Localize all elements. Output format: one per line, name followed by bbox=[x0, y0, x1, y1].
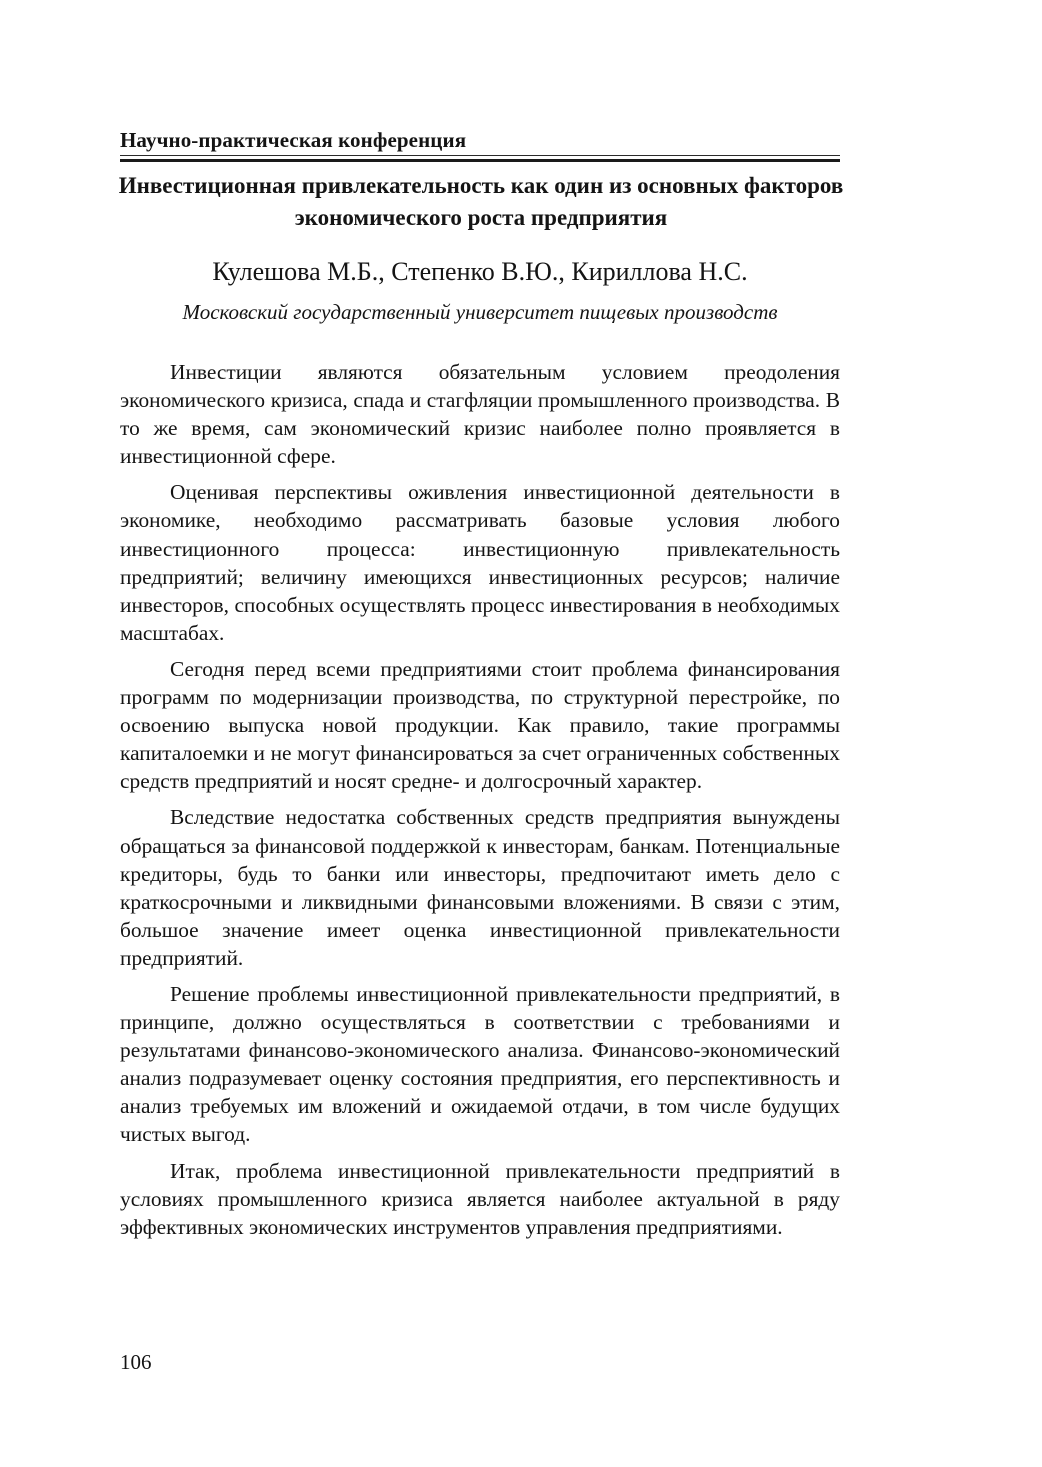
paragraph-4: Вследствие недостатка собственных средств предприятия вынуждены обращаться за финансовой поддержкой к инвесторам, банкам. Потенциальные кредиторы, будь то банки или инвесторы, предпочитают иметь дело с краткосрочными и ликвидными финансовыми вложениями. В связи с этим, большое значение имеет оценка инвестиционной привлекательности предприятий. bbox=[120, 805, 840, 970]
article-title: Инвестиционная привлекательность как один из основных факторов экономического роста предприятия bbox=[118, 173, 844, 230]
paragraph-6: Итак, проблема инвестиционной привлекательности предприятий в условиях промышленного кризиса является наиболее актуальной в ряду эффективных экономических инструментов управления предприятиями. bbox=[120, 1158, 840, 1239]
paragraph-1: Инвестиции являются обязательным условием преодоления экономического кризиса, спада и стагфляции промышленного производства. В то же время, сам экономический кризис наиболее полно проявляется в инвестиционной сфере. bbox=[120, 360, 840, 469]
paragraph-3: Сегодня перед всеми предприятиями стоит проблема финансирования программ по модернизации производства, по структурной перестройке, по освоению выпуска новой продукции. Как правило, такие программы капиталоемки и не могут финансироваться за счет ограниченных собственных средств предприятий и носят средне- и долгосрочный характер. bbox=[120, 656, 840, 794]
running-header: Научно-практическая конференция bbox=[120, 128, 467, 152]
authors: Кулешова М.Б., Степенко В.Ю., Кириллова Н.С. bbox=[212, 257, 748, 286]
paragraph-5: Решение проблемы инвестиционной привлекательности предприятий, в принципе, должно осуществляться в соответствии с требованиями и результатами финансово-экономического анализа. Финансово-экономический анализ подразумевает оценку состояния предприятия, его перспективность и анализ требуемых им вложений и ожидаемой отдачи, в том числе будущих чистых выгод. bbox=[120, 981, 840, 1147]
paragraph-2: Оценивая перспективы оживления инвестиционной деятельности в экономике, необходимо рассматривать базовые условия любого инвестиционного процесса: инвестиционную привлекательность предприятий; величину имеющихся инвестиционных ресурсов; наличие инвесторов, способных осуществлять процесс инвестирования в необходимых масштабах. bbox=[120, 480, 840, 645]
affiliation: Московский государственный университет пищевых производств bbox=[182, 300, 778, 324]
header-rule-thin bbox=[120, 155, 840, 156]
article-body bbox=[120, 358, 840, 1249]
header-rule-thick bbox=[120, 159, 840, 162]
page-number: 106 bbox=[120, 1350, 152, 1374]
